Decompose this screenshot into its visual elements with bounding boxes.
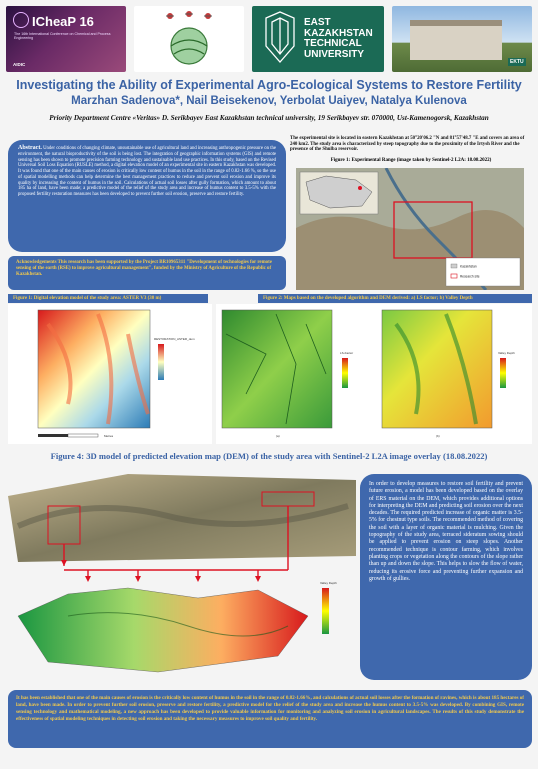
figure-4-3d-model [8,466,356,684]
dem-legend-title: RESTORATION_ASTER_dem [154,337,195,341]
university-name-line-3: TECHNICAL [304,38,362,49]
figure-3-caption: Figure 2: Maps based on the developed algorithm and DEM derived: a) LS factor; b) Valley Depth [258,294,532,303]
dem-map [8,304,212,444]
conclusion-panel: It has been established that one of the main causes of erosion is the critically low content of humus in the soil in the range of 0.82-1.66%, and calculations of actual soil losses after the formation of ravines, which is about 185 hectares of land, have been made. In order to prevent further soil erosion, preserve and restore fertility, a predictive model for the relief of the study area and increase the humus content to 3.5-5% was developed. By combining GIS, remote sensing technology and mathematical modeling, a new approach has been developed to provide valuable information for monitoring and analyzing soil erosion in agricultural landscapes. The results of this study demonstrate the effectiveness of spatial modeling techniques in detecting soil erosion and taking the necessary measures to improve soil quality and fertility. [8,690,532,748]
ls-and-valley-figure [216,304,532,444]
valley-depth-legend-title: Valley Depth [498,351,515,355]
project-logo [134,6,244,72]
building-badge: EKTU [510,59,524,65]
poster-title: Investigating the Ability of Experimental Agro-Ecological Systems to Restore Fertility [16,78,522,92]
legend-research-site: Research site [460,274,480,279]
figure-1-caption: Figure 1: Experimental Range (image taken by Sentinel-2 L2A: 18.08.2022) [330,158,492,163]
measures-text-panel: In order to develop measures to restore soil fertility and prevent future erosion, a model has been developed based on the overlay of ERS material on the DEM, which provides additional options for interpreting the DEM and predicting soil erosion over the next decades. The required predicted increase of organic matter is 3.5-5% for chestnut type soils. The recommended method of covering the soil with a layer of organic material is mulching. Given the topography of the study area, terraced sideratum sowing should be applied to prevent erosion on steep slopes. Another recommended technique is contour farming, which involves planting crops or vegetation along the contours of the slope rather than up and down the slope. This helps to slow the flow of water, reducing its erosive force and preventing further expansion and growth of gullies. [360,474,532,680]
abstract-panel [8,140,286,252]
conference-emblem-icon [13,12,29,28]
drone-globe-icon [134,6,244,72]
figure-2-caption: Figure 1: Digital elevation model of the study area: ASTER V3 (30 m) [8,294,208,303]
conference-badge: AIDIC [13,62,26,67]
university-building-photo [392,6,532,72]
building-facade [410,20,502,60]
university-logo [252,6,384,72]
university-name [304,18,373,60]
banner [6,6,532,72]
dem-figure [8,304,212,444]
conference-subtitle: The 16th International Conference on Chemical and Process Engineering [14,32,111,41]
university-name-line-4: UNIVERSITY [304,48,365,60]
university-name-line-2: KAZAKHSTAN [304,27,373,39]
university-name-line-1: EAST [304,17,331,28]
dem-scale-label: Metres [104,434,114,438]
figure-4-caption: Figure 4: 3D model of predicted elevation map (DEM) of the study area with Sentinel-2 L2A image overlay (18.08.2022) [50,451,488,461]
figure-4-legend-title: Valley Depth [320,581,337,585]
conference-name: ICheaP 16 [32,14,94,29]
university-emblem-icon [260,6,300,72]
poster-authors: Marzhan Sadenova*, Nail Beisekenov, Yerbolat Uaiyev, Natalya Kulenova [71,95,467,107]
experimental-range-map [296,168,524,290]
panel-b-label: (b) [436,434,440,438]
ls-valley-maps [216,304,532,444]
3d-terrain-illustration [8,466,356,684]
legend-kazakhstan: Kazakhstan [460,264,477,269]
poster-affiliation: Priority Department Centre «Veritas» D. Serikbayev East Kazakhstan technical university, 19 Serikbayev str. 070000, Ust-Kamenogorsk, Kazakhstan [49,114,489,122]
conference-logo [6,6,126,72]
figure-1-map [296,168,524,290]
abstract-label: Abstract. [18,145,42,151]
panel-a-label: (a) [276,434,280,438]
ls-legend-title: LS-Factor [340,351,354,355]
acknowledgements-panel: Acknowledgements This research has been supported by the Project BR10965311 "Development of technologies for remote sensing of the earth (RSE) to improve agricultural management", funded by the Ministry of Agriculture of the Republic of Kazakhstan. [8,256,286,290]
abstract-text: Under conditions of changing climate, unsustainable use of agricultural land and increasing anthropogenic pressure on the environment, the natural bioproductivity of the soil is being lost. The integration of geographic information systems (GIS) and remote sensing has been shown to promote precision farming technology and sustainable land use practices. In this study, based on the Revised Universal Soil Loss Equation (RUSLE) method, a digital elevation model of an experimental site in eastern Kazakhstan was developed. It was found that one of the main causes of erosion is critically low content of humus in the soil in the range of 0.82-1.66 %, so the use of spatial modelling methods can help determine the best management practices to reduce and prevent soil erosion and improve its quality by increasing the content of humus in the soil. Calculations of actual soil losses after gully formation, which amount to about 185 ha of land, have been made; a predictive model of the relief of the study area and increase of humus content to 3.5-5% with the proposed fertility restoration measures has been developed to prevent further soil erosion, preserve and restore fertility. [18,146,277,197]
study-area-text: The experimental site is located in eastern Kazakhstan at 50°20'06.2 "N and 81°57'48.7 "E and covers an area of 240 km2. The study area is characterized by steep topography due to the proximity of the Irtysh River and the presence of the Shulba reservoir. [290,136,525,153]
map-legend [446,258,520,286]
